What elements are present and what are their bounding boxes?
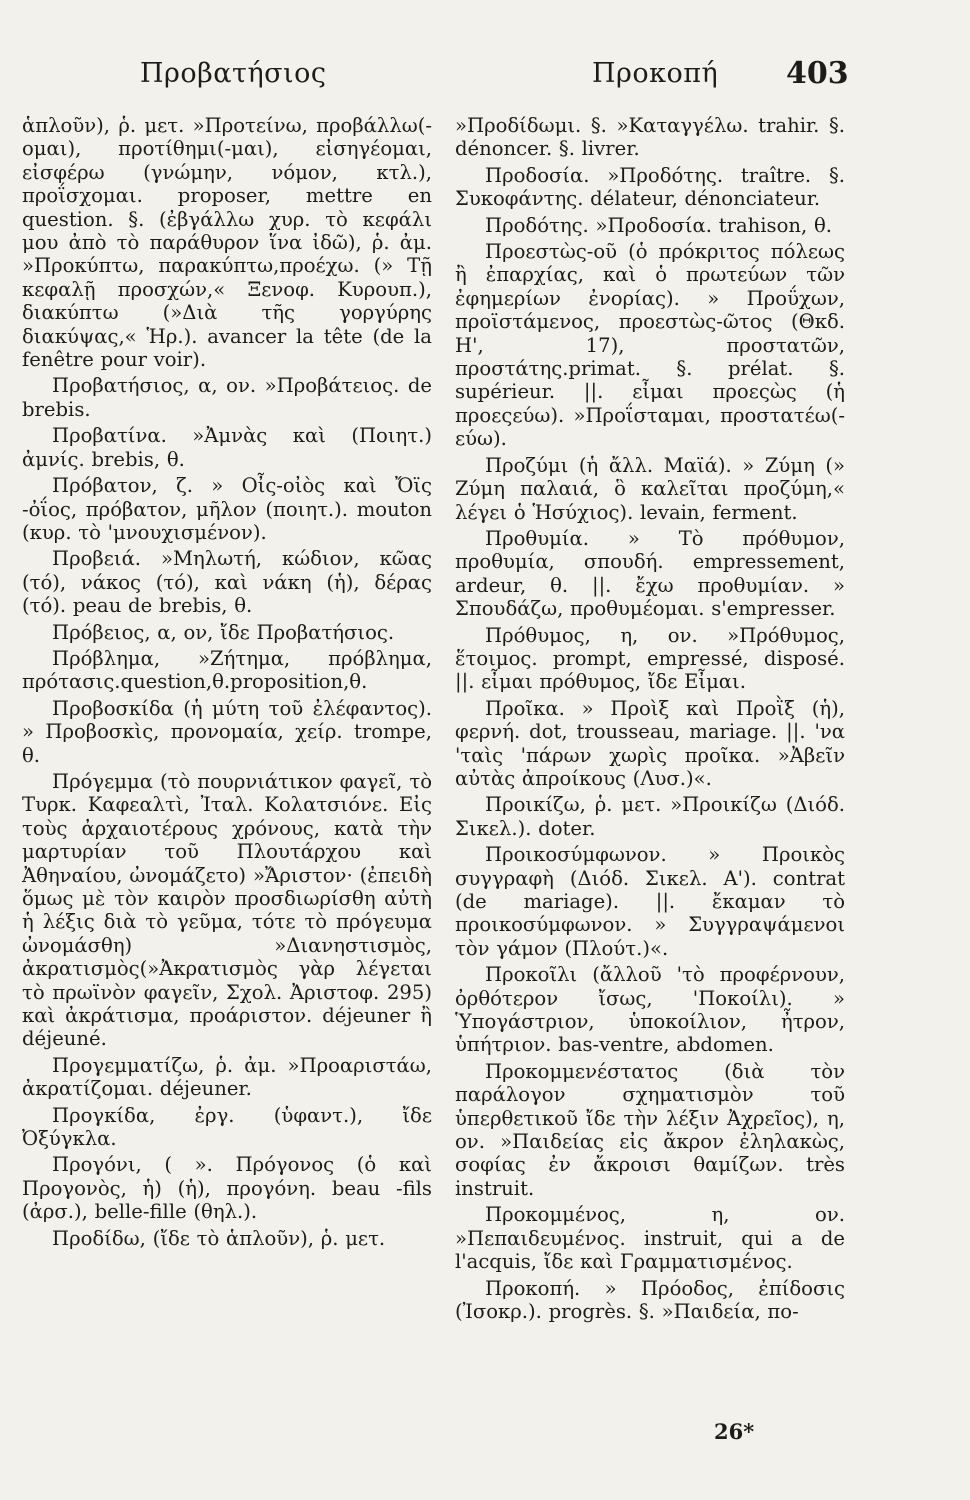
dictionary-entry: Προβατίνα. »Ἀμνὰς καὶ (Ποιητ.) ἀμνίς. brebis, θ. <box>22 424 432 471</box>
dictionary-entry: Προδίδω, (ἴδε τὸ ἁπλοῦν), ῥ. μετ. <box>52 1226 386 1250</box>
dictionary-entry: Προικίζω, ῥ. μετ. »Προικίζω (Διόδ. Σικελ.). doter. <box>455 793 845 840</box>
running-head-right: Προκοπή <box>592 58 719 89</box>
dictionary-entry: ἁπλοῦν), ῥ. μετ. »Προτείνω, προβάλλω(-ομαι), προτίθημι(-μαι), εἰσηγέομαι, εἰσφέρω (γνώμην, νόμον, κτλ.), προΐσχομαι. proposer, mettre en question. §. (ἐβγάλλω χυρ. τὸ κεφάλι μου ἀπὸ τὸ παράθυρον ἵνα ἰδῶ), ῥ. ἀμ. »Προκύπτω, παρακύπτω,προέχω. (» Τῇ κεφαλῇ προσχών,« Ξενοφ. Κυρουπ.), διακύπτω (»Διὰ τῆς γοργύρης διακύψας,« Ἡρ.). avancer la tête (de la fenêtre pour voir). <box>22 114 432 372</box>
dictionary-entry: Προγκίδα, ἐργ. (ὑφαντ.), ἴδε Ὀξύγκλα. <box>22 1103 432 1151</box>
dictionary-entry: Πρόβλημα, »Ζήτημα, πρόβλημα, πρότασις.question,θ.proposition,θ. <box>22 646 432 694</box>
dictionary-entry: Προβειά. »Μηλωτή, κώδιον, κῶας (τό), νάκος (τό), καὶ νάκη (ἡ), δέρας (τό). peau de brebis, θ. <box>22 547 432 618</box>
dictionary-entry: Προκομμενέστατος (διὰ τὸν παράλογον σχηματισμὸν τοῦ ὑπερθετικοῦ ἴδε τὴν λέξιν Ἀχρεῖος), η, ον. »Παιδείας εἰς ἄκρον ἐληλακὼς, σοφίας ἐν ἄκροισι θαμίζων. très instruit. <box>455 1059 845 1200</box>
dictionary-entry: Προκοῖλι (ἄλλοῦ 'τὸ προφέρνουν, ὀρθότερον ἴσως, 'Ποκοίλι). » Ὑπογάστριον, ὑποκοίλιον, ἦτρον, ὑπήτριον. bas-ventre, abdomen. <box>455 963 845 1057</box>
dictionary-entry: Πρόγεμμα (τὸ πουρνιάτικον φαγεῖ, τὸ Τυρκ. Καφεαλτὶ, Ἰταλ. Κολατσιόνε. Εἰς τοὺς ἀρχαιοτέρους χρόνους, κατὰ τὴν μαρτυρίαν τοῦ Πλουτάρχου καὶ Ἀθηναίου, ὠνομάζετο) »Ἄριστον· (ἐπειδὴ ὅμως μὲ τὸν καιρὸν προσδιωρίσθη αὐτὴ ἡ λέξις διὰ τὸ γεῦμα, τότε τὸ πρόγευμα ὠνομάσθη) »Διανηστισμὸς, ἀκρατισμὸς(»Ἀκρατισμὸς γὰρ λέγεται τὸ πρωϊνὸν φαγεῖν, Σχολ. Ἀριστοφ. 295) καὶ ἀκράτισμα, προάριστον. déjeuner ἢ déjeuné. <box>22 769 432 1051</box>
running-head-left: Προβατήσιος <box>140 58 327 89</box>
dictionary-entry: Προκομμένος, η, ον. »Πεπαιδευμένος. instruit, qui a de l'acquis, ἴδε καὶ Γραμματισμένος. <box>455 1203 845 1274</box>
page-header <box>0 58 970 98</box>
dictionary-entry: Προθυμία. » Τὸ πρόθυμον, προθυμία, σπουδή. empressement, ardeur, θ. ||. ἔχω προθυμίαν. » Σπουδάζω, προθυμέομαι. s'empresser. <box>455 526 845 621</box>
dictionary-entry: Πρόβειος, α, ον, ἴδε Προβατήσιος. <box>52 620 395 644</box>
left-column <box>22 114 432 1253</box>
signature-mark: 26* <box>714 1419 755 1444</box>
page-number: 403 <box>786 56 849 91</box>
right-column <box>455 114 845 1326</box>
dictionary-entry: Πρόθυμος, η, ον. »Πρόθυμος, ἕτοιμος. prompt, empressé, disposé. ||. εἶμαι πρόθυμος, ἴδε Εἶμαι. <box>455 623 845 694</box>
dictionary-entry: Προβατήσιος, α, ον. »Προβάτειος. de brebis. <box>22 374 432 421</box>
dictionary-entry: »Προδίδωμι. §. »Καταγγέλω. trahir. §. dénoncer. §. livrer. <box>455 114 845 161</box>
dictionary-entry: Προκοπή. » Πρόοδος, ἐπίδοσις (Ἰσοκρ.). progrès. §. »Παιδεία, πο- <box>455 1276 845 1323</box>
dictionary-entry: Προζύμι (ἡ ἄλλ. Μαϊά). » Ζύμη (» Ζύμη παλαιά, ὃ καλεῖται προζύμη,« λέγει ὁ Ἡσύχιος). levain, ferment. <box>455 453 845 524</box>
dictionary-entry: Προικοσύμφωνον. » Προικὸς συγγραφὴ (Διόδ. Σικελ. Α'). contrat (de mariage). ||. ἔκαμαν τὸ προικοσύμφωνον. » Συγγραψάμενοι τὸν γάμον (Πλούτ.)«. <box>455 843 845 960</box>
dictionary-entry: Προβοσκίδα (ἡ μύτη τοῦ ἐλέφαντος). » Προβοσκὶς, προνομαία, χείρ. trompe, θ. <box>22 696 432 767</box>
dictionary-entry: Προδότης. »Προδοσία. trahison, θ. <box>485 213 832 237</box>
dictionary-entry: Προγεμματίζω, ῥ. ἀμ. »Προαριστάω, ἀκρατίζομαι. déjeuner. <box>22 1053 432 1101</box>
dictionary-entry: Προῖκα. » Προὶξ καὶ Προῒξ (ἡ), φερνή. dot, trousseau, mariage. ||. 'να 'ταὶς 'πάρων χωρὶς προῖκα. »Ἀβεῖν αὐτὰς ἀπροίκους (Λυσ.)«. <box>455 696 845 790</box>
dictionary-entry: Προδοσία. »Προδότης. traître. §. Συκοφάντης. délateur, dénonciateur. <box>455 163 845 211</box>
dictionary-entry: Προγόνι, ( ». Πρόγονος (ὁ καὶ Προγονὸς, ἡ) (ἡ), προγόνη. beau -fils (ἀρσ.), belle-fille (θηλ.). <box>22 1153 432 1224</box>
dictionary-entry: Προεστὼς-οῦ (ὁ πρόκριτος πόλεως ἢ ἐπαρχίας, καὶ ὁ πρωτεύων τῶν ἐφημερίων ἐνορίας). » Προΰχων, προϊστάμενος, προεστὼς-ῶτος (Θκδ. Η', 17), προστατῶν, προστάτης.primat. §. prélat. §. supérieur. ||. εἶμαι προεςὼς (ἡ προεςεύω). »Προΐσταμαι, προστατέω(-εύω). <box>455 240 845 451</box>
dictionary-entry: Πρόβατον, ζ. » Οἶς-οἰὸς καὶ Ὄϊς -ὀΐος, πρόβατον, μῆλον (ποιητ.). mouton (κυρ. τὸ 'μνουχισμένον). <box>22 474 432 544</box>
